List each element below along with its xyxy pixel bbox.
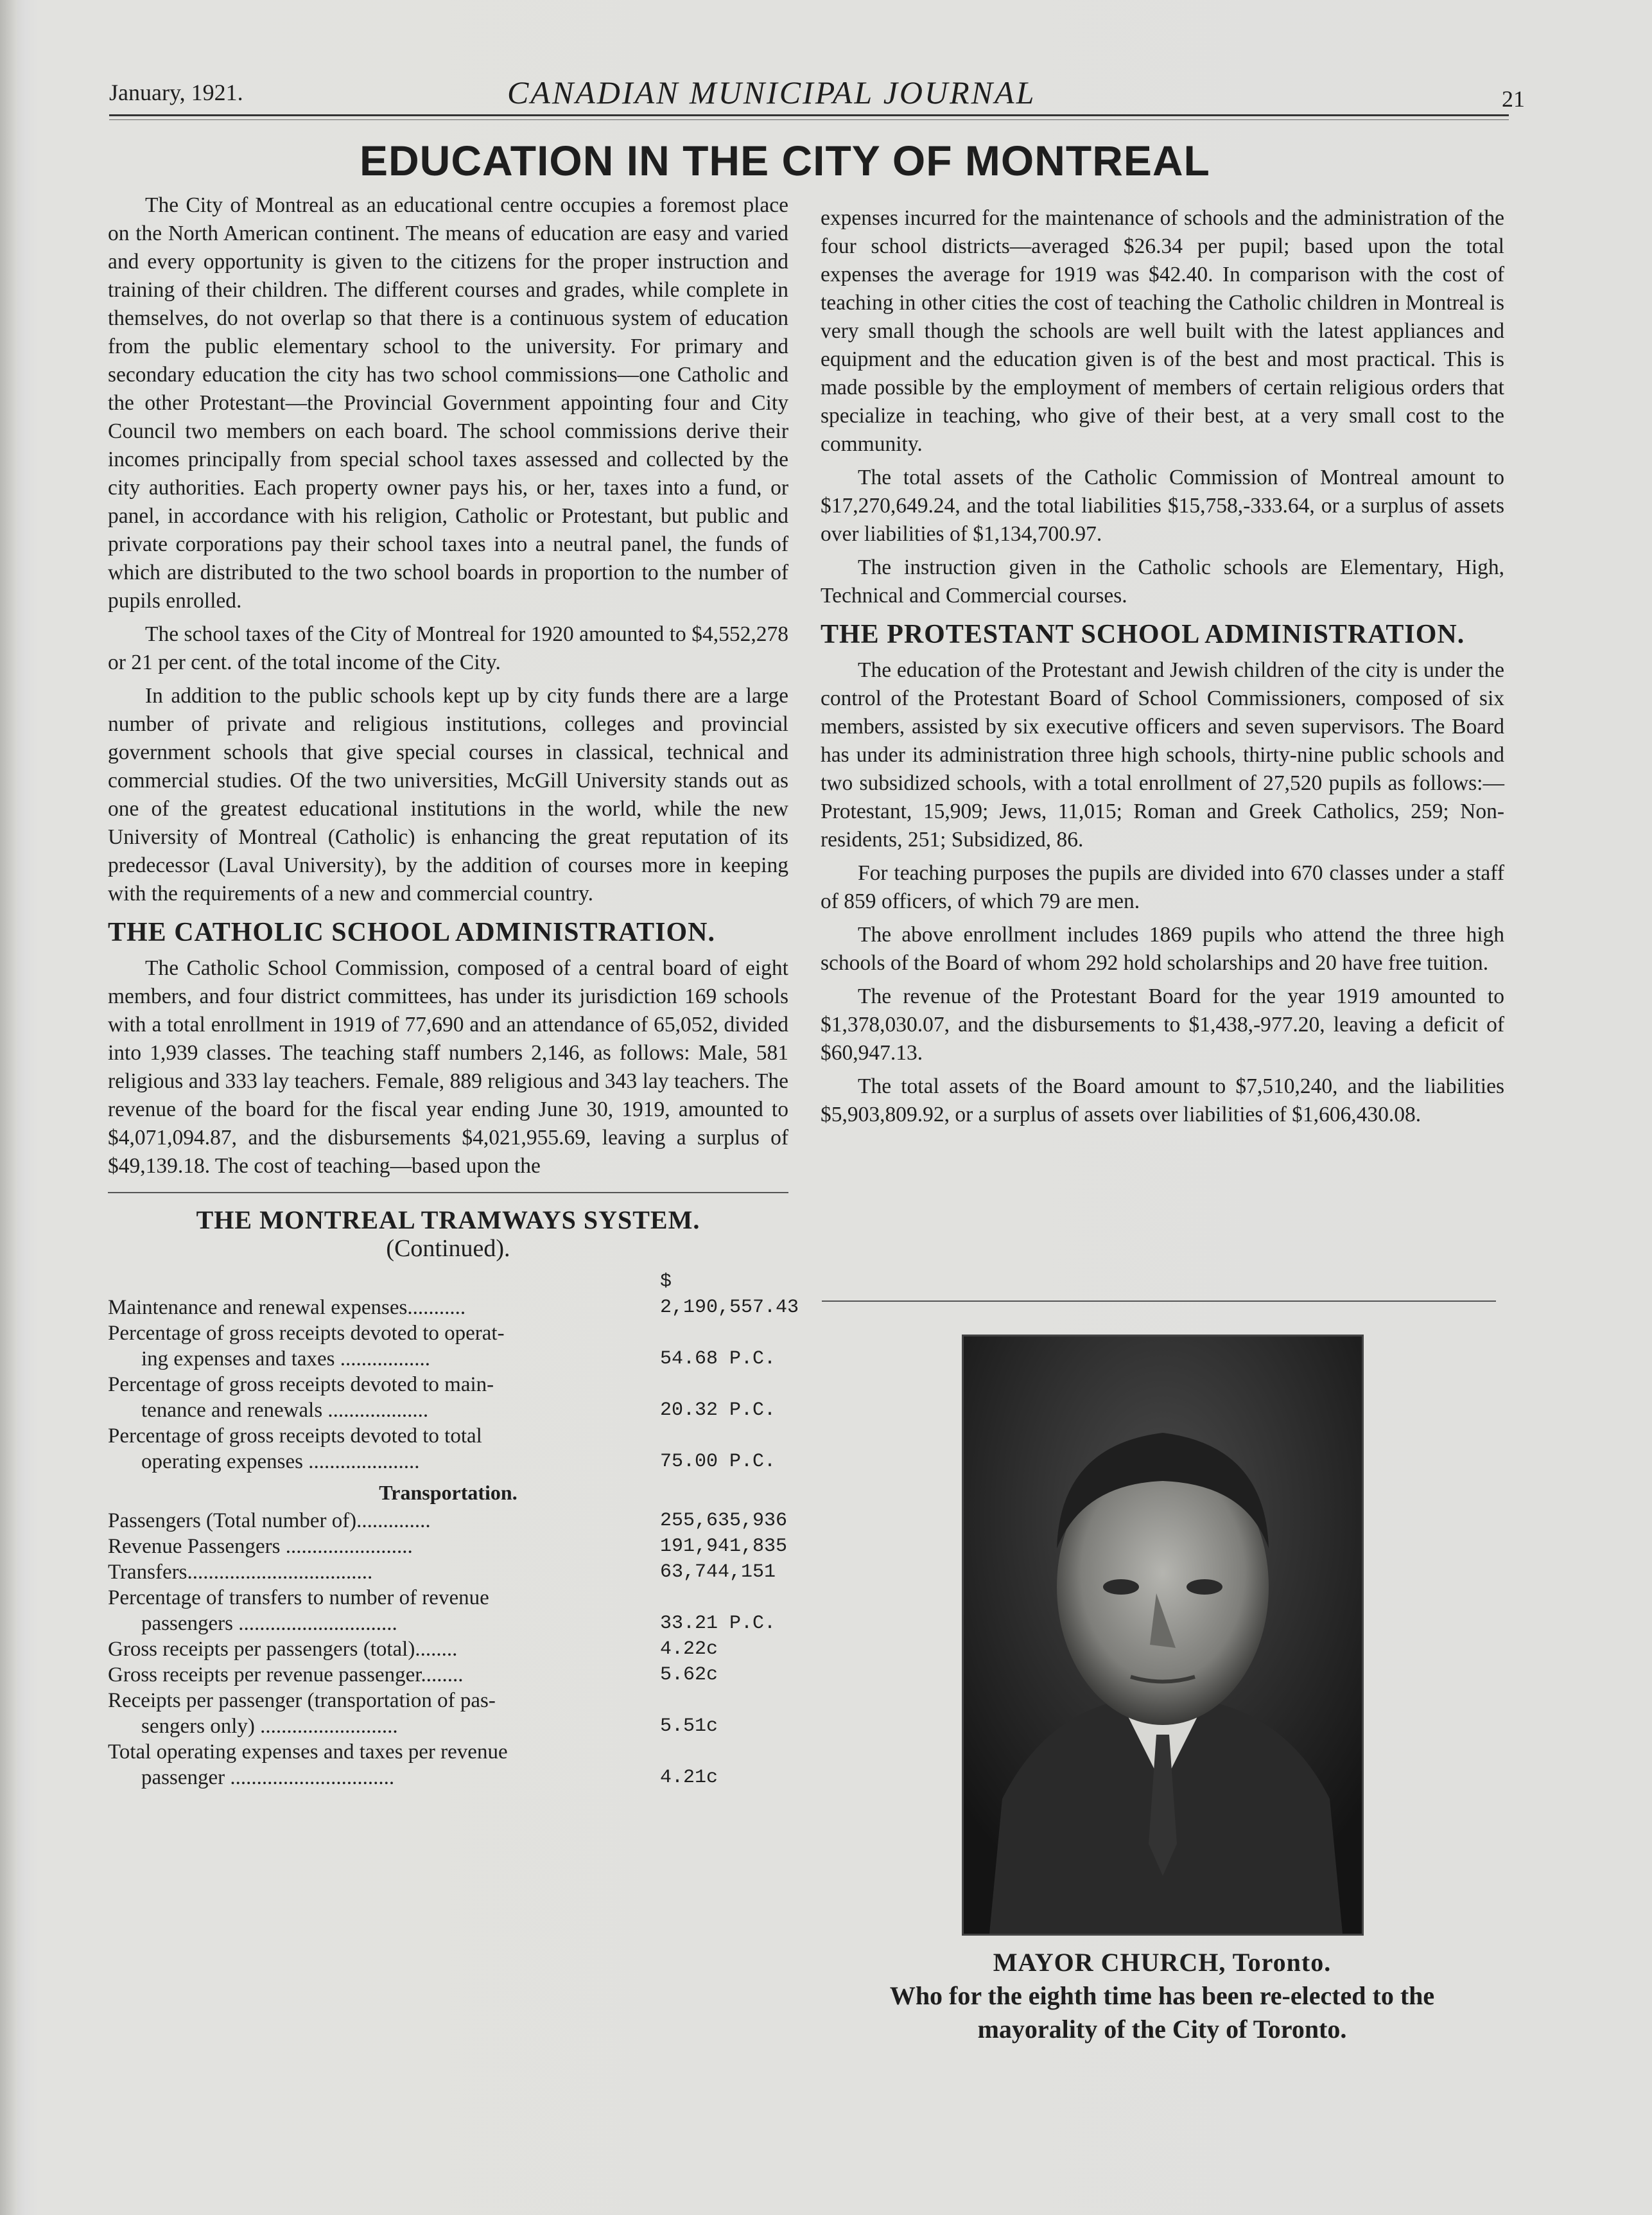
tram-row-value: 5.51c: [660, 1715, 718, 1737]
tram-row: [108, 1508, 788, 1534]
tram-row-value: $ 2,190,557.43: [660, 1271, 799, 1318]
tram-row-label: Gross receipts per passengers (total)........: [108, 1638, 458, 1661]
tram-row-label: Percentage of gross receipts devoted to main-: [108, 1373, 494, 1396]
tram-row: [108, 1739, 788, 1790]
tram-row: [108, 1269, 799, 1320]
tram-row-value: 54.68 P.C.: [660, 1348, 776, 1370]
tram-row-value: 4.21c: [660, 1767, 718, 1789]
tram-row: [108, 1585, 788, 1636]
photo-divider: [822, 1300, 1496, 1302]
left-column: [108, 191, 799, 1790]
tram-row-label-cont: sengers only) ..........................: [141, 1715, 398, 1738]
protestant-paragraph: The above enrollment includes 1869 pupils who attend the three high schools of the Board of whom 292 hold scholarships and 20 have free tuition.: [821, 923, 1504, 975]
tram-row: [108, 1423, 788, 1475]
tram-row-label-cont: passengers ..............................: [141, 1612, 397, 1635]
tram-row: [108, 1559, 788, 1585]
section-divider: [108, 1192, 788, 1193]
tramways-subtitle: (Continued).: [386, 1235, 510, 1262]
tram-row-value: 191,941,835: [660, 1536, 788, 1557]
photo-caption: [854, 1946, 1470, 2046]
caption-text: Who for the eighth time has been re-elected to the mayorality of the City of Toronto.: [889, 1981, 1435, 2044]
article-headline: EDUCATION IN THE CITY OF MONTREAL: [360, 137, 1210, 184]
caption-title: MAYOR CHURCH, Toronto.: [993, 1948, 1332, 1977]
tram-row-label: Passengers (Total number of)..............: [108, 1509, 431, 1532]
tram-row: [108, 1636, 788, 1662]
tram-row-label: Percentage of gross receipts devoted to operat-: [108, 1322, 505, 1345]
tram-row-label: Transfers...................................: [108, 1561, 373, 1584]
protestant-heading: THE PROTESTANT SCHOOL ADMINISTRATION.: [821, 620, 1465, 649]
tram-row-label: Receipts per passenger (transportation of pas-: [108, 1689, 496, 1712]
mayor-portrait-photo: [962, 1335, 1364, 1936]
issue-date: January, 1921.: [109, 80, 243, 105]
tram-row-label-cont: tenance and renewals ...................: [141, 1399, 429, 1422]
tram-row-label-cont: ing expenses and taxes .................: [141, 1347, 430, 1370]
catholic-paragraph: The Catholic School Commission, composed of a central board of eight members, and four district committees, has under its jurisdiction 169 schools with a total enrollment in 1919 of 77,690 and an attendance of 65,052, divided into 1,939 classes. The teaching staff numbers 2,146, as follows: Male, 581 religious and 333 lay teachers. Female, 889 religious and 343 lay teachers. The revenue of the board for the fiscal year ending June 30, 1919, amounted to $4,071,094.87, and the disbursements $4,021,955.69, leaving a surplus of $49,139.18. The cost of teaching—based upon the: [108, 956, 788, 1178]
page-number: 21: [1502, 86, 1525, 112]
intro-paragraph: The school taxes of the City of Montreal for 1920 amounted to $4,552,278 or 21 per cent. of the total income of the City.: [108, 622, 788, 674]
tram-row-value: 63,744,151: [660, 1561, 776, 1583]
protestant-paragraph: For teaching purposes the pupils are divided into 670 classes under a staff of 859 officers, of which 79 are men.: [821, 861, 1504, 913]
tram-row-value: 4.22c: [660, 1638, 718, 1660]
catholic-heading: THE CATHOLIC SCHOOL ADMINISTRATION.: [108, 918, 715, 947]
tram-row-value: 255,635,936: [660, 1510, 788, 1532]
tramways-title: THE MONTREAL TRAMWAYS SYSTEM.: [196, 1205, 700, 1234]
tram-row-label-cont: passenger ...............................: [141, 1766, 395, 1789]
tram-row-label: Revenue Passengers ........................: [108, 1535, 413, 1558]
page-spine-shadow: [0, 0, 17, 2215]
tram-row-value: 75.00 P.C.: [660, 1451, 776, 1473]
tram-row-label: Percentage of transfers to number of revenue: [108, 1586, 489, 1609]
tram-row: [108, 1534, 788, 1559]
catholic-continued-paragraph: The instruction given in the Catholic schools are Elementary, High, Technical and Commercial courses.: [821, 556, 1504, 608]
catholic-continued-paragraph: expenses incurred for the maintenance of schools and the administration of the four school districts—averaged $26.34 per pupil; based upon the total expenses the average for 1919 was $42.40. In comparison with the cost of teaching in other cities the cost of teaching the Catholic children in Montreal is very small though the schools are well built with the latest appliances and equipment and the education given is of the best and most practical. This is made possible by the employment of members of certain religious orders that specialize in teaching, who give of their best, at a very small cost to the community.: [821, 206, 1504, 456]
tramways-table: [108, 1205, 799, 1790]
tram-row: [108, 1662, 788, 1688]
tram-row-label: Gross receipts per revenue passenger........: [108, 1663, 464, 1686]
tram-row-value: 20.32 P.C.: [660, 1399, 776, 1421]
tram-row-label-cont: operating expenses .....................: [141, 1450, 420, 1473]
header-rule: [109, 114, 1509, 116]
intro-paragraph: The City of Montreal as an educational centre occupies a foremost place on the North American continent. The means of education are easy and varied and every opportunity is given to the citizens for the proper instruction and training of their children. The different courses and grades, while complete in themselves, do not overlap so that there is a continuous system of education from the public elementary school to the university. For primary and secondary education the city has two school commissions—one Catholic and the other Protestant—the Provincial Government appointing four and City Council two members on each board. The school commissions derive their incomes principally from special school taxes assessed and collected by the city authorities. Each property owner pays his, or her, taxes into a fund, or panel, in accordance with his religion, Catholic or Protestant, but public and private corporations pay their school taxes into a neutral panel, the funds of which are distributed to the two school boards in proportion to the number of pupils enrolled.: [108, 193, 788, 613]
tram-section-heading: Transportation.: [379, 1481, 517, 1504]
tram-row: [108, 1688, 788, 1739]
protestant-paragraph: The education of the Protestant and Jewish children of the city is under the control of the Protestant Board of School Commissioners, composed of six members, assisted by six executive officers and seven supervisors. The Board has under its administration three high schools, thirty-nine public schools and two subsidized schools, with a total enrollment of 27,520 pupils as follows:—Protestant, 15,909; Jews, 11,015; Roman and Greek Catholics, 259; Non-residents, 251; Subsidized, 86.: [821, 658, 1504, 852]
right-column: [821, 204, 1504, 1134]
tram-row: [108, 1320, 788, 1372]
tram-row-label: Maintenance and renewal expenses...........: [108, 1296, 466, 1319]
tram-row-label: Total operating expenses and taxes per revenue: [108, 1740, 508, 1764]
intro-paragraph: In addition to the public schools kept up by city funds there are a large number of private and religious institutions, colleges and provincial government schools that give special courses in classical, technical and commercial studies. Of the two universities, McGill University stands out as one of the greatest educational institutions in the world, while the new University of Montreal (Catholic) is enhancing the great reputation of its predecessor (Laval University), by the addition of courses more in keeping with the requirements of a new and commercial country.: [108, 684, 788, 906]
tram-row-label: Percentage of gross receipts devoted to total: [108, 1424, 482, 1448]
catholic-continued-paragraph: The total assets of the Catholic Commission of Montreal amount to $17,270,649.24, and the total liabilities $15,758,-333.64, or a surplus of assets over liabilities of $1,134,700.97.: [821, 466, 1504, 546]
protestant-paragraph: The total assets of the Board amount to $7,510,240, and the liabilities $5,903,809.92, or a surplus of assets over liabilities of $1,606,430.08.: [821, 1074, 1504, 1126]
running-head: [109, 74, 1525, 119]
protestant-paragraph: The revenue of the Protestant Board for the year 1919 amounted to $1,378,030.07, and the disbursements to $1,438,-977.20, leaving a deficit of $60,947.13.: [821, 985, 1504, 1065]
portrait-silhouette: [964, 1336, 1362, 1934]
tram-row-value: 5.62c: [660, 1664, 718, 1686]
tram-row-value: 33.21 P.C.: [660, 1613, 776, 1634]
header-rule-thin: [109, 119, 1509, 120]
journal-title: CANADIAN MUNICIPAL JOURNAL: [507, 74, 1036, 110]
tram-row: [108, 1372, 788, 1423]
